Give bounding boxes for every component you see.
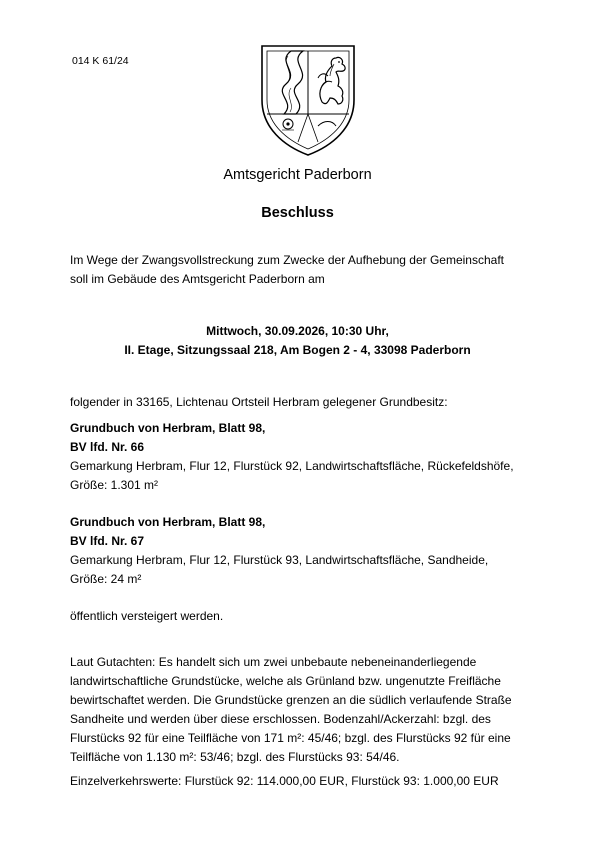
parcel-description: Gemarkung Herbram, Flur 12, Flurstück 92, Landwirtschaftsfläche, Rückefeldshöfe, bbox=[70, 459, 514, 473]
parcel-register: Grundbuch von Herbram, Blatt 98, bbox=[70, 515, 266, 529]
appraisal-line: bewirtschaftet werden. Die Grundstücke grenzen an die südlich verlaufende Straße bbox=[70, 693, 512, 707]
case-reference: 014 K 61/24 bbox=[72, 55, 129, 67]
intro-line: Im Wege der Zwangsvollstreckung zum Zwecke der Aufhebung der Gemeinschaft bbox=[70, 253, 504, 267]
court-name: Amtsgericht Paderborn bbox=[223, 167, 372, 183]
appraisal-line: Laut Gutachten: Es handelt sich um zwei unbebaute nebeneinanderliegende bbox=[70, 655, 477, 669]
appraisal-line: landwirtschaftliche Grundstücke, welche als Grünland bzw. ungenutzte Freifläche bbox=[70, 674, 501, 688]
auction-statement: öffentlich versteigert werden. bbox=[70, 609, 224, 623]
appraisal-line: Sandheite und werden über diese erschlossen. Bodenzahl/Ackerzahl: bzgl. des bbox=[70, 712, 491, 726]
parcel-description: Gemarkung Herbram, Flur 12, Flurstück 93, Landwirtschaftsfläche, Sandheide, bbox=[70, 553, 489, 567]
auction-location: II. Etage, Sitzungssaal 218, Am Bogen 2 - 4, 33098 Paderborn bbox=[124, 343, 471, 357]
market-values: Einzelverkehrswerte: Flurstück 92: 114.000,00 EUR, Flurstück 93: 1.000,00 EUR bbox=[70, 774, 499, 788]
parcel-bv: BV lfd. Nr. 67 bbox=[70, 534, 145, 548]
parcel-size: Größe: 24 m² bbox=[70, 572, 142, 586]
intro-line: soll im Gebäude des Amtsgericht Paderborn am bbox=[70, 272, 325, 286]
appraisal-line: Flurstücks 92 für eine Teilfläche von 171 m²: 45/46; bzgl. des Flurstücks 92 für eine bbox=[70, 731, 511, 745]
auction-date-time: Mittwoch, 30.09.2026, 10:30 Uhr, bbox=[206, 324, 389, 338]
property-intro: folgender in 33165, Lichtenau Ortsteil Herbram gelegener Grundbesitz: bbox=[70, 395, 448, 409]
appraisal-line: Teilfläche von 1.130 m²: 53/46; bzgl. des Flurstücks 93: 54/46. bbox=[70, 750, 400, 764]
document-type: Beschluss bbox=[261, 205, 334, 221]
parcel-size: Größe: 1.301 m² bbox=[70, 478, 159, 492]
nrw-coat-of-arms-icon bbox=[258, 42, 358, 158]
parcel-bv: BV lfd. Nr. 66 bbox=[70, 440, 145, 454]
parcel-register: Grundbuch von Herbram, Blatt 98, bbox=[70, 421, 266, 435]
